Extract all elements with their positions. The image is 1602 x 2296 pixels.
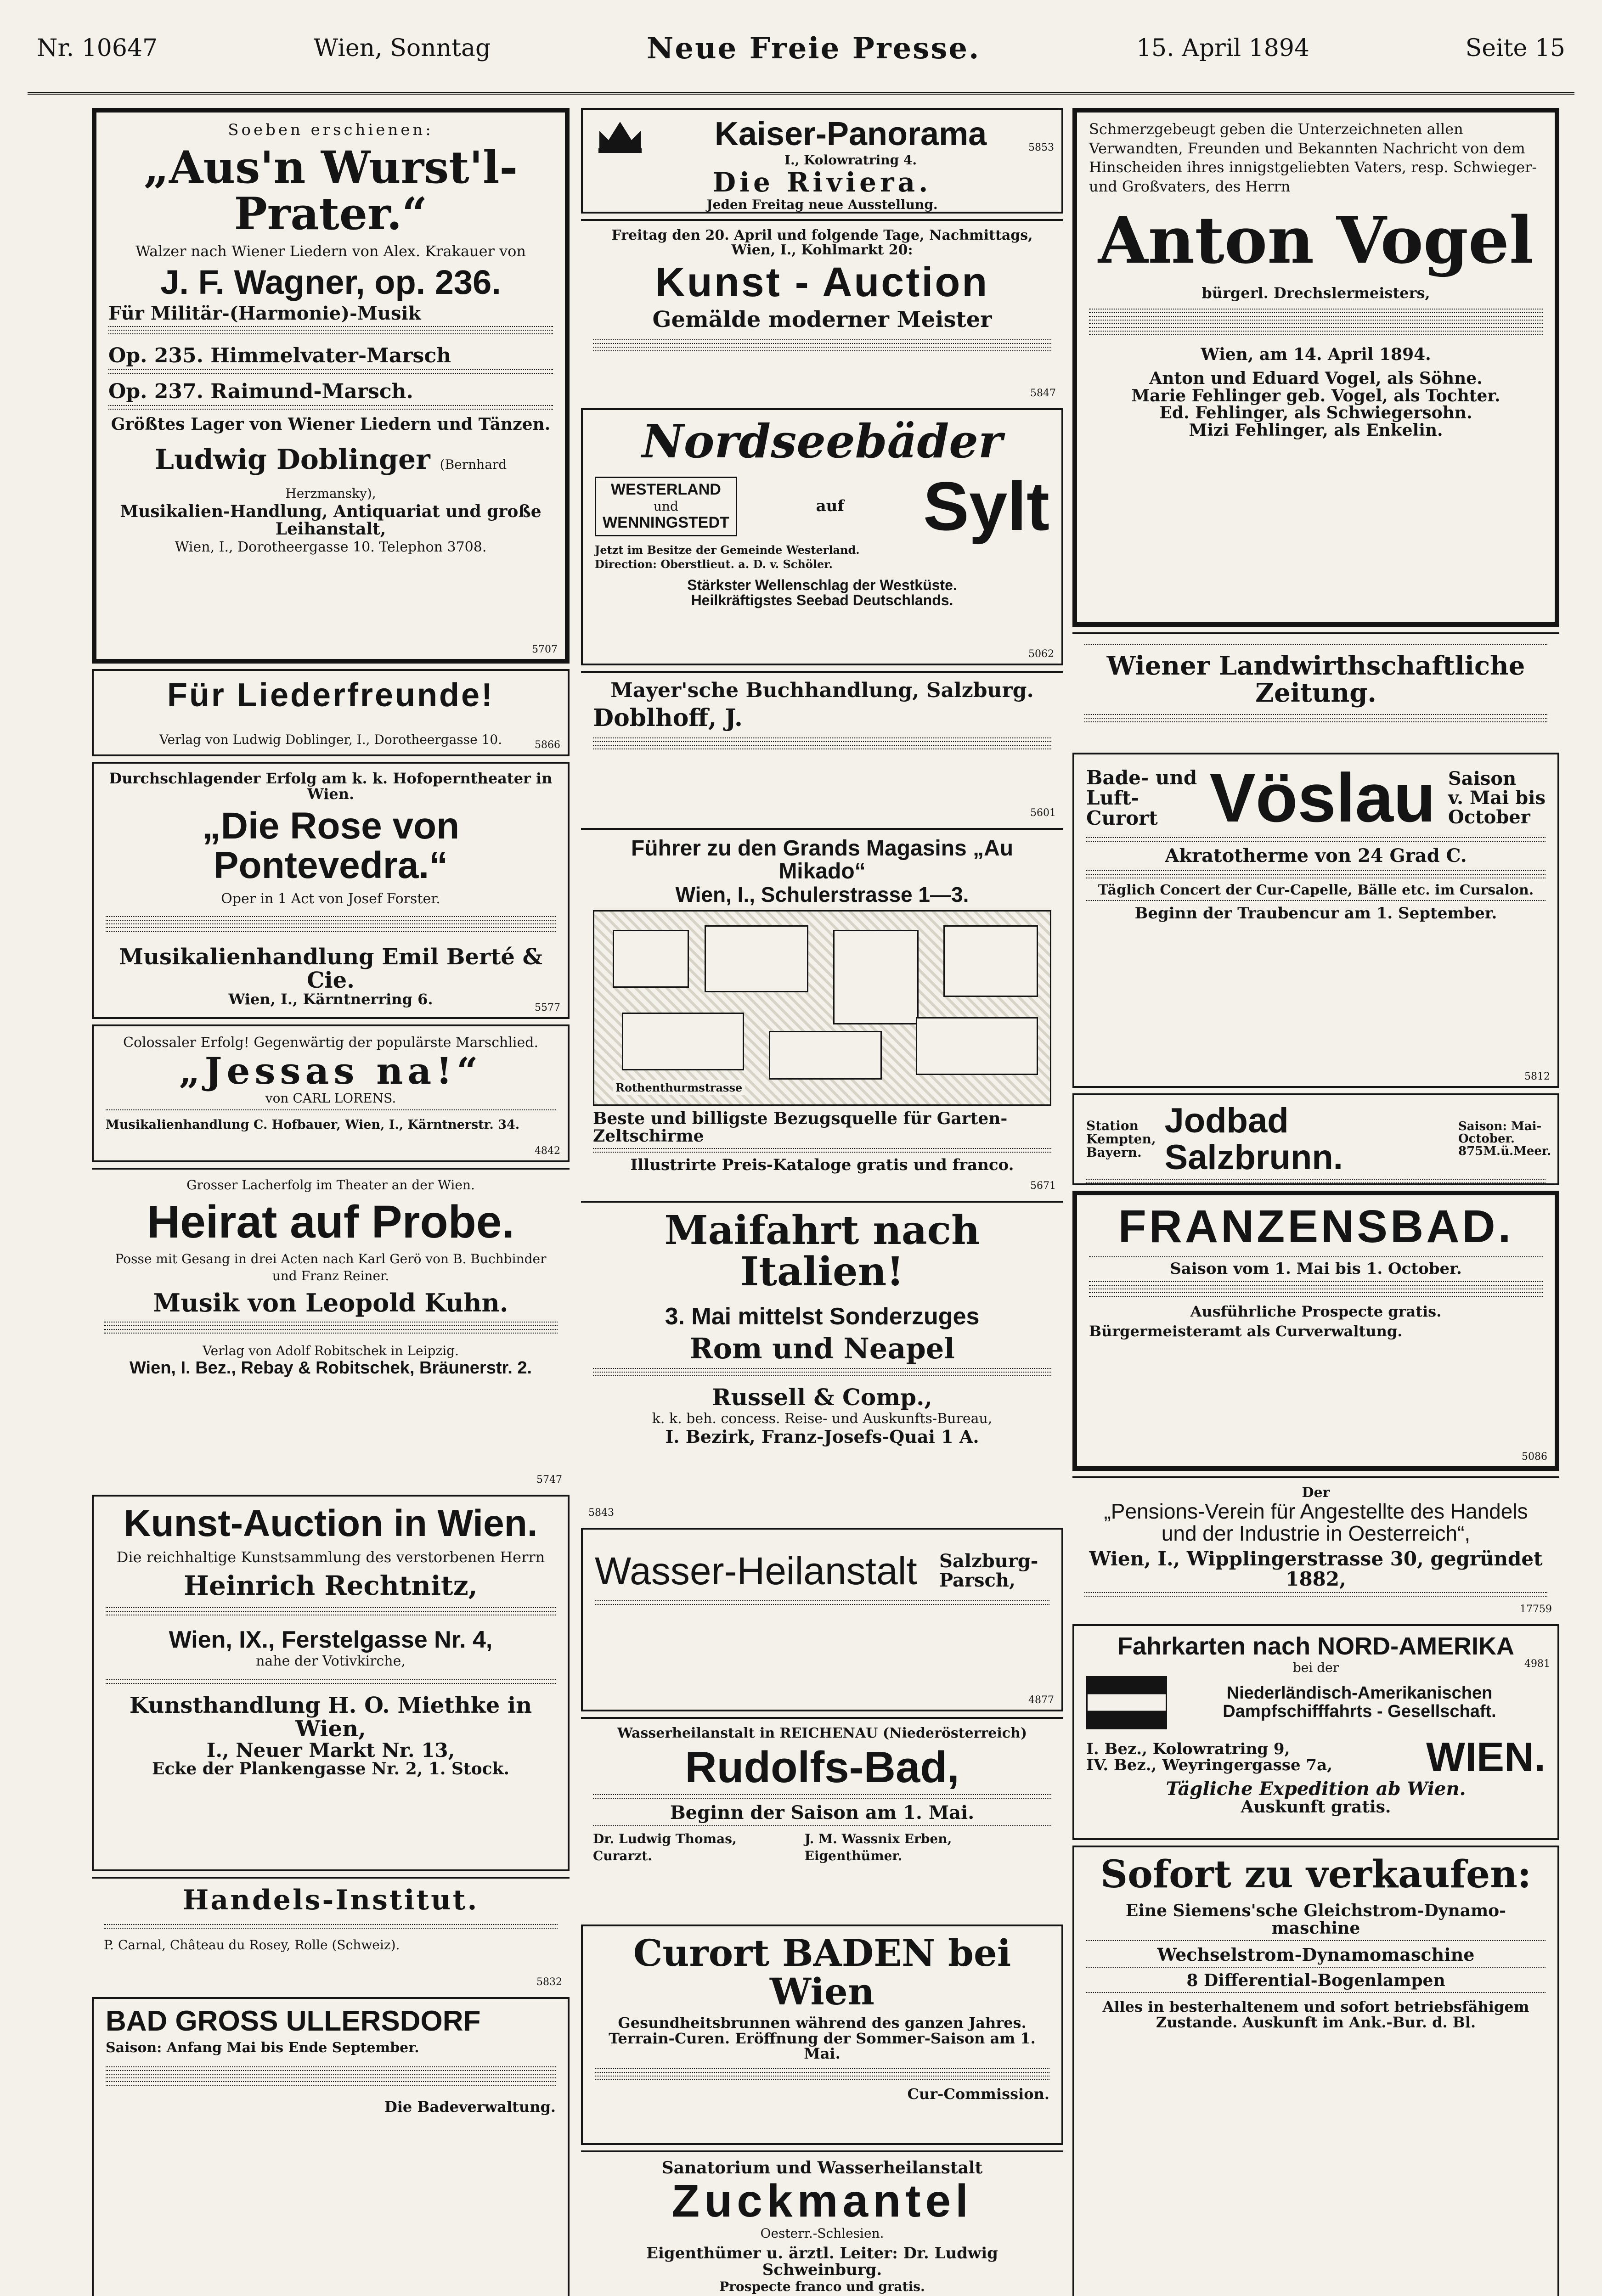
ad-wasser-heilanstalt-parsch (581, 1528, 1063, 1711)
notice-intro: Schmerzgebeugt geben die Unterzeichneten allen Verwandten, Freunden und Bekannten Nachricht von dem Hinscheiden ihres innigstgeliebten Vaters, resp. Schwieger- und Großvaters, des Herrn (1089, 120, 1537, 195)
place-and: und (653, 498, 678, 514)
divider (1089, 327, 1543, 328)
ad-kunst-auction-kohlmarkt (581, 219, 1063, 403)
ad-sofort-verkaufen (1072, 1846, 1559, 2296)
label-curort: Curort (1086, 806, 1158, 829)
divider (1089, 1281, 1543, 1282)
ad-kaiser-panorama (581, 108, 1063, 214)
divider (106, 931, 556, 932)
section-heading: Für Militär-(Harmonie)-Musik (108, 303, 421, 325)
ad-kunst-auction-wien (92, 1495, 570, 1871)
author: von CARL LORENS. (265, 1091, 396, 1106)
divider (593, 347, 1051, 348)
divider (1086, 900, 1546, 901)
ad-title: Vöslau (1209, 759, 1436, 836)
divider (106, 920, 556, 921)
divider (1084, 721, 1547, 722)
masthead-rule (28, 92, 1574, 95)
ad-title: Führer zu den Grands Magasins „Au Mikado“ (631, 836, 1014, 884)
ad-code: 5847 (1030, 388, 1056, 399)
ad-title: Kunst-Auction in Wien. (124, 1503, 538, 1544)
office: Bürgermeisteramt als Curverwaltung. (1089, 1322, 1403, 1340)
ad-sylt (581, 408, 1063, 665)
firm: Kunsthandlung H. O. Miethke in Wien, (129, 1693, 532, 1742)
item-3: 8 Differential-Bogenlampen (1186, 1970, 1445, 1990)
destination: Rom und Neapel (689, 1332, 955, 1366)
ad-landwirthschaftliche-zeitung (1072, 632, 1559, 747)
divider (593, 737, 1051, 738)
divider (1089, 1296, 1543, 1297)
divider (593, 1375, 1051, 1376)
ad-code: 5062 (1028, 648, 1054, 660)
ad-franzensbad (1072, 1191, 1559, 1471)
ad-kicker: Durchschlagender Erfolg am k. k. Hofoperntheater in Wien. (109, 770, 553, 803)
map-block (916, 1017, 1038, 1075)
divider (108, 326, 553, 327)
divider (1086, 1940, 1546, 1941)
address: Wien, I., Schulerstrasse 1—3. (675, 882, 969, 906)
ad-kicker: Grosser Lacherfolg im Theater an der Wien. (186, 1177, 475, 1193)
ad-title: Kunst - Auction (655, 259, 989, 305)
divider (593, 1148, 1051, 1149)
divider (593, 1152, 1051, 1153)
note: Prospecte franco und gratis. (719, 2279, 925, 2294)
divider (106, 2081, 556, 2082)
ad-title: „Jessas na!“ (179, 1049, 483, 1092)
divider (108, 333, 553, 334)
divider (593, 745, 1051, 746)
place: Oesterr.-Schlesien. (760, 2225, 884, 2241)
ad-jessas-na (92, 1024, 570, 1162)
divider (593, 741, 1051, 742)
ad-rose-pontevedra (92, 762, 570, 1019)
crown-icon (595, 117, 645, 154)
signatory-2: Marie Fehlinger geb. Vogel, als Tochter. (1131, 386, 1500, 405)
divider (106, 2085, 556, 2086)
ad-code: 4842 (535, 1145, 560, 1157)
item-1: Eine Siemens'sche Gleichstrom-Dynamo-maschine (1125, 1901, 1506, 1938)
ad-heirat-auf-probe (92, 1168, 570, 1489)
company: Niederländisch-Amerikanischen Dampfschifffahrts - Gesellschaft. (1223, 1683, 1496, 1722)
deceased-name: Anton Vogel (1098, 203, 1534, 279)
divider (1089, 334, 1543, 335)
notice-anton-vogel (1072, 108, 1559, 627)
voeslau-head (1086, 759, 1546, 836)
divider (1086, 870, 1546, 871)
ad-kicker: Soeben erschienen: (228, 121, 434, 139)
shop-line: Musikalien-Handlung, Antiquariat und große Leihanstalt, (120, 502, 542, 539)
ad-code: 5671 (1030, 1180, 1056, 1192)
label-bade: Bade- und (1086, 766, 1197, 789)
column-right (1072, 108, 1559, 2296)
ad-code: 5843 (588, 1507, 614, 1519)
concert: Täglich Concert der Cur-Capelle, Bälle etc. im Cursalon. (1098, 882, 1534, 898)
ad-code: 5812 (1524, 1071, 1550, 1082)
op235: Op. 235. Himmelvater-Marsch (108, 344, 451, 368)
divider (106, 2066, 556, 2067)
ad-voeslau (1072, 753, 1559, 1088)
divider (1086, 841, 1546, 842)
ad-title: Mayer'sche Buchhandlung, Salzburg. (610, 679, 1034, 702)
ad-rudolfs-bad (581, 1717, 1063, 1919)
label-saison: Saison (1448, 767, 1517, 789)
season: Beginn der Saison am 1. Mai. (670, 1802, 975, 1824)
intro-line: Die reichhaltige Kunstsammlung des verstorbenen Herrn (116, 1548, 545, 1566)
address: Wien, I., Dorotheergasse 10. Telephon 3708. (175, 539, 487, 555)
info: Auskunft gratis. (1241, 1797, 1391, 1817)
publisher-line (108, 445, 553, 503)
ad-bad-gross-ullersdorf (92, 1997, 570, 2296)
divider (106, 1683, 556, 1684)
divider (593, 1825, 1051, 1826)
ad-code: 5577 (535, 1002, 560, 1013)
ad-code: 5086 (1522, 1451, 1547, 1463)
ad-mayer-buchhandlung (581, 671, 1063, 822)
parsch-head (595, 1551, 1049, 1591)
masthead (0, 0, 1602, 96)
ad-title: Jodbad Salzbrunn. (1164, 1101, 1343, 1177)
divider (108, 405, 553, 406)
signature: Die Badeverwaltung. (384, 2098, 556, 2116)
divider (108, 330, 553, 331)
divider (593, 339, 1051, 340)
daily-expedition: Tägliche Expedition ab Wien. (1166, 1778, 1466, 1800)
publisher: Verlag von Adolf Robitschek in Leipzig. (203, 1343, 459, 1358)
divider (1086, 874, 1546, 875)
tagline-2: Illustrirte Preis-Kataloge gratis und franco. (630, 1155, 1014, 1174)
divider (106, 1611, 556, 1612)
map-block (705, 925, 808, 992)
closing: Alles in besterhaltenem und sofort betriebsfähigem Zustande. Auskunft im Ank.-Bur. d. Bl. (1102, 1998, 1529, 2031)
season: Saison: Mai-October. 875M.ü.Meer. (1458, 1119, 1551, 1159)
ad-wurstl-prater (92, 108, 570, 664)
ad-title: Sofort zu verkaufen: (1100, 1852, 1532, 1896)
author: Doblhoff, J. (593, 704, 743, 732)
ad-title: Handels-Institut. (182, 1884, 479, 1916)
page-number: Seite 15 (1465, 34, 1565, 62)
places-box (595, 477, 737, 536)
divider (1086, 1179, 1546, 1180)
divider (593, 1372, 1051, 1373)
signature: Cur-Commission. (907, 2085, 1049, 2103)
divider (1089, 1292, 1543, 1293)
divider (1089, 309, 1543, 310)
divider (1089, 1256, 1543, 1257)
ad-title: Nordseebäder (642, 414, 1003, 468)
divider (108, 373, 553, 374)
prospect: Ausführliche Prospecte gratis. (1190, 1302, 1442, 1320)
ad-title: FRANZENSBAD. (1118, 1201, 1514, 1252)
ad-kicker: Sanatorium und Wasserheilanstalt (661, 2158, 983, 2178)
divider (595, 2072, 1049, 2073)
address: Wien, I., Kärntnerring 6. (228, 990, 433, 1008)
divider (1086, 1992, 1546, 1993)
divider (1089, 316, 1543, 317)
article: Der (1302, 1485, 1330, 1501)
divider (595, 1604, 1049, 1605)
therme: Akratotherme von 24 Grad C. (1165, 844, 1467, 867)
ad-subtitle: Walzer nach Wiener Liedern von Alex. Krakauer von (135, 242, 526, 260)
tagline-1: Beste und billigste Bezugsquelle für Garten-Zeltschirme (593, 1109, 1008, 1146)
ad-title: Curort BADEN bei Wien (633, 1931, 1011, 2013)
publisher-name: Ludwig Doblinger (154, 444, 430, 476)
ad-code: 5707 (532, 644, 558, 655)
word-auf: auf (816, 496, 845, 515)
divider (1089, 323, 1543, 324)
divider (595, 1600, 1049, 1601)
ad-code: 5853 (1028, 142, 1054, 153)
divider (106, 1679, 556, 1680)
ad-code: 5832 (536, 1976, 562, 1988)
issue-number: Nr. 10647 (37, 34, 158, 62)
divider (104, 1928, 558, 1929)
owner-2: J. M. Wassnix Erben, Eigenthümer. (804, 1831, 952, 1863)
address: Wien, I., Wipplingerstrasse 30, gegründet 1882, (1089, 1548, 1543, 1591)
ad-title: Fahrkarten nach NORD-AMERIKA (1117, 1632, 1515, 1660)
trip-date: 3. Mai mittelst Sonderzuges (665, 1303, 980, 1330)
publisher: Musikalienhandlung Emil Berté & Cie. (118, 944, 543, 993)
ad-code: 5866 (535, 739, 560, 751)
ad-maifahrt-italien (581, 1201, 1063, 1522)
place-date: Wien, am 14. April 1894. (1201, 344, 1431, 364)
panorama-head (595, 117, 1049, 169)
map-block (769, 1031, 882, 1080)
place: Salzburg-Parsch, (939, 1550, 1038, 1592)
music-credit: Musik von Leopold Kuhn. (153, 1288, 508, 1318)
ad-title: Wasser-Heilanstalt (595, 1549, 917, 1593)
address-2: IV. Bez., Weyringergasse 7a, (1086, 1756, 1332, 1775)
flag-icon (1086, 1676, 1167, 1729)
ad-pensions-verein (1072, 1476, 1559, 1619)
map-block (833, 930, 919, 1024)
divider (1089, 312, 1543, 313)
season: Saison vom 1. Mai bis 1. October. (1170, 1260, 1462, 1278)
venue: Wien, IX., Ferstelgasse Nr. 4, (169, 1626, 493, 1653)
ad-title: Heirat auf Probe. (147, 1196, 515, 1248)
divider (106, 923, 556, 924)
divider (593, 343, 1051, 344)
divider (1086, 1967, 1546, 1968)
ad-title: „Die Rose von Pontevedra.“ (202, 805, 460, 887)
divider (595, 2076, 1049, 2077)
owner: Jetzt im Besitze der Gemeinde Westerland. Direction: Oberstlieut. a. D. v. Schöler. (595, 543, 860, 571)
label-october: October (1448, 806, 1530, 828)
map-street-label: Rothenthurmstrasse (613, 1080, 745, 1095)
paper-title: Neue Freie Presse. (646, 31, 981, 66)
ad-kicker: Colossaler Erfolg! Gegenwärtig der populärste Marschlied. (123, 1035, 538, 1051)
ad-title: Wiener Landwirthschaftliche Zeitung. (1106, 651, 1525, 708)
divider (104, 1329, 558, 1330)
owners (593, 1831, 1051, 1864)
publisher: Musikalienhandlung C. Hofbauer, Wien, I., Kärntnerstr. 34. (106, 1118, 520, 1132)
address: I., Kolowratring 4. (784, 152, 917, 168)
owner: Eigenthümer u. ärztl. Leiter: Dr. Ludwig Schweinburg. (646, 2244, 998, 2279)
ad-title: Zuckmantel (671, 2175, 973, 2227)
show-title: Die Riviera. (712, 166, 932, 198)
label-luft: Luft- (1086, 786, 1139, 809)
divider (108, 409, 553, 410)
divider (595, 2068, 1049, 2069)
ad-title: „Aus'n Wurst'l-Prater.“ (143, 141, 518, 240)
map-block (613, 930, 689, 988)
amerika-body (1086, 1676, 1546, 1729)
ad-subtitle: Gemälde moderner Meister (652, 306, 992, 332)
firm-line-2: k. k. beh. concess. Reise- und Auskunfts-Bureau, (652, 1410, 993, 1427)
station: Station Kempten, Bayern. (1086, 1118, 1156, 1160)
divider (1089, 1285, 1543, 1286)
bei-der: bei der (1292, 1660, 1339, 1675)
amerika-addresses (1086, 1736, 1546, 1779)
divider (1086, 1182, 1546, 1183)
divider (1084, 1592, 1547, 1593)
divider (106, 2074, 556, 2075)
divider (1089, 331, 1543, 332)
divider (108, 369, 553, 370)
season: Saison: Anfang Mai bis Ende September. (106, 2040, 419, 2056)
map-block (943, 925, 1038, 997)
ad-title: „Pensions-Verein für Angestellte des Handels und der Industrie in Oesterreich“, (1104, 1499, 1528, 1545)
traubencur: Beginn der Traubencur am 1. September. (1134, 904, 1497, 923)
ad-kicker: Wasserheilanstalt in REICHENAU (Niederösterreich) (617, 1725, 1027, 1741)
ad-curort-baden (581, 1925, 1063, 2145)
divider (1089, 320, 1543, 321)
issue-date: 15. April 1894 (1136, 34, 1309, 62)
ad-subtitle: Posse mit Gesang in drei Acten nach Karl Gerö von B. Buchbinder und Franz Reiner. (115, 1251, 547, 1283)
divider (1084, 644, 1547, 645)
ad-zuckmantel (581, 2150, 1063, 2296)
divider (1084, 718, 1547, 719)
op237: Op. 237. Raimund-Marsch. (108, 380, 413, 404)
ad-code: 4981 (1524, 1658, 1550, 1670)
ad-code: 4877 (1028, 1694, 1054, 1706)
divider (104, 1325, 558, 1326)
map-block (622, 1013, 744, 1070)
tagline-1: Stärkster Wellenschlag der Westküste. (687, 576, 957, 593)
sylt-places (595, 467, 1049, 545)
ad-title: Für Liederfreunde! (167, 677, 495, 714)
signatory-3: Ed. Fehlinger, als Schwiegersohn. (1159, 403, 1472, 423)
person-name: Heinrich Rechtnitz, (184, 1570, 478, 1601)
ad-title: Maifahrt nach Italien! (664, 1207, 980, 1295)
ad-jodbad-salzbrunn (1072, 1093, 1559, 1185)
divider (106, 927, 556, 928)
ad-code: 5601 (1030, 807, 1056, 819)
ad-title: Rudolfs-Bad, (685, 1742, 959, 1792)
signatory-4: Mizi Fehlinger, als Enkelin. (1189, 421, 1443, 440)
tagline-2: Heilkräftigstes Seebad Deutschlands. (691, 592, 953, 609)
stock-note: Größtes Lager von Wiener Liedern und Tänzen. (111, 415, 551, 434)
place-westerland: WESTERLAND (610, 480, 721, 498)
divider (104, 1924, 558, 1925)
ad-liederfreunde (92, 669, 570, 756)
divider (593, 1368, 1051, 1369)
venue-note: nahe der Votivkirche, (256, 1653, 406, 1670)
ad-title: BAD GROSS ULLERSDORF (106, 2005, 481, 2037)
signatory-1: Anton und Eduard Vogel, als Söhne. (1149, 368, 1483, 388)
address: Wien, I. Bez., Rebay & Robitschek, Bräunerstr. 2. (129, 1358, 532, 1378)
divider (106, 2070, 556, 2071)
ad-subtitle: Gesundheitsbrunnen während des ganzen Jahres. Terrain-Curen. Eröffnung der Sommer-Saison am 1. Mai. (609, 2014, 1036, 2063)
divider (106, 2077, 556, 2078)
firm-line-3: I. Bezirk, Franz-Josefs-Quai 1 A. (665, 1426, 979, 1447)
address-1: I. Bez., Kolowratring 9, (1086, 1739, 1290, 1758)
publisher-note: (Bernhard Herzmansky), (285, 457, 507, 501)
firm-address: I., Neuer Markt Nr. 13, (206, 1739, 455, 1761)
divider (1086, 837, 1546, 838)
city: WIEN. (1426, 1734, 1546, 1781)
divider (595, 2079, 1049, 2080)
ad-code: 17759 (1520, 1604, 1552, 1615)
item-2: Wechselstrom-Dynamomaschine (1157, 1944, 1475, 1965)
ad-title: Kaiser-Panorama (714, 116, 987, 152)
ad-au-mikado (581, 828, 1063, 1195)
divider (1084, 1596, 1547, 1597)
divider (593, 1798, 1051, 1799)
divider (104, 1333, 558, 1334)
divider (593, 350, 1051, 351)
publisher: Verlag von Ludwig Doblinger, I., Dorotheergasse 10. (159, 732, 502, 747)
auction-date: Freitag den 20. April und folgende Tage, Nachmittags, Wien, I., Kohlmarkt 20: (611, 227, 1033, 258)
voeslau-left (1086, 768, 1197, 828)
owner-1: Dr. Ludwig Thomas, Curarzt. (593, 1831, 737, 1863)
column-middle (581, 108, 1063, 2296)
island-name: Sylt (923, 467, 1049, 545)
ad-code: 5747 (536, 1474, 562, 1486)
firm: Russell & Comp., (712, 1384, 932, 1411)
label-mai: v. Mai bis (1448, 787, 1546, 809)
divider (1084, 714, 1547, 715)
column-left (92, 108, 570, 2296)
divider (106, 1607, 556, 1608)
ad-handels-institut (92, 1877, 570, 1992)
place-wenningstedt: WENNINGSTEDT (603, 513, 729, 531)
firm-corner: Ecke der Plankengasse Nr. 2, 1. Stock. (152, 1759, 509, 1779)
voeslau-right (1448, 769, 1546, 827)
deceased-role: bürgerl. Drechslermeisters, (1202, 284, 1430, 302)
divider (593, 748, 1051, 749)
ad-nord-amerika (1072, 1624, 1559, 1840)
contact: P. Carnal, Château du Rosey, Rolle (Schweiz). (104, 1937, 400, 1953)
street-map (593, 910, 1051, 1106)
salzbrunn-head (1086, 1101, 1551, 1177)
divider (593, 1794, 1051, 1795)
show-note: Jeden Freitag neue Ausstellung. (706, 197, 938, 212)
address-list (1086, 1741, 1332, 1774)
divider (106, 1109, 556, 1110)
ad-subtitle: Oper in 1 Act von Josef Forster. (221, 891, 440, 907)
composer: J. F. Wagner, op. 236. (160, 263, 501, 302)
place-day: Wien, Sonntag (313, 34, 491, 62)
divider (106, 916, 556, 917)
